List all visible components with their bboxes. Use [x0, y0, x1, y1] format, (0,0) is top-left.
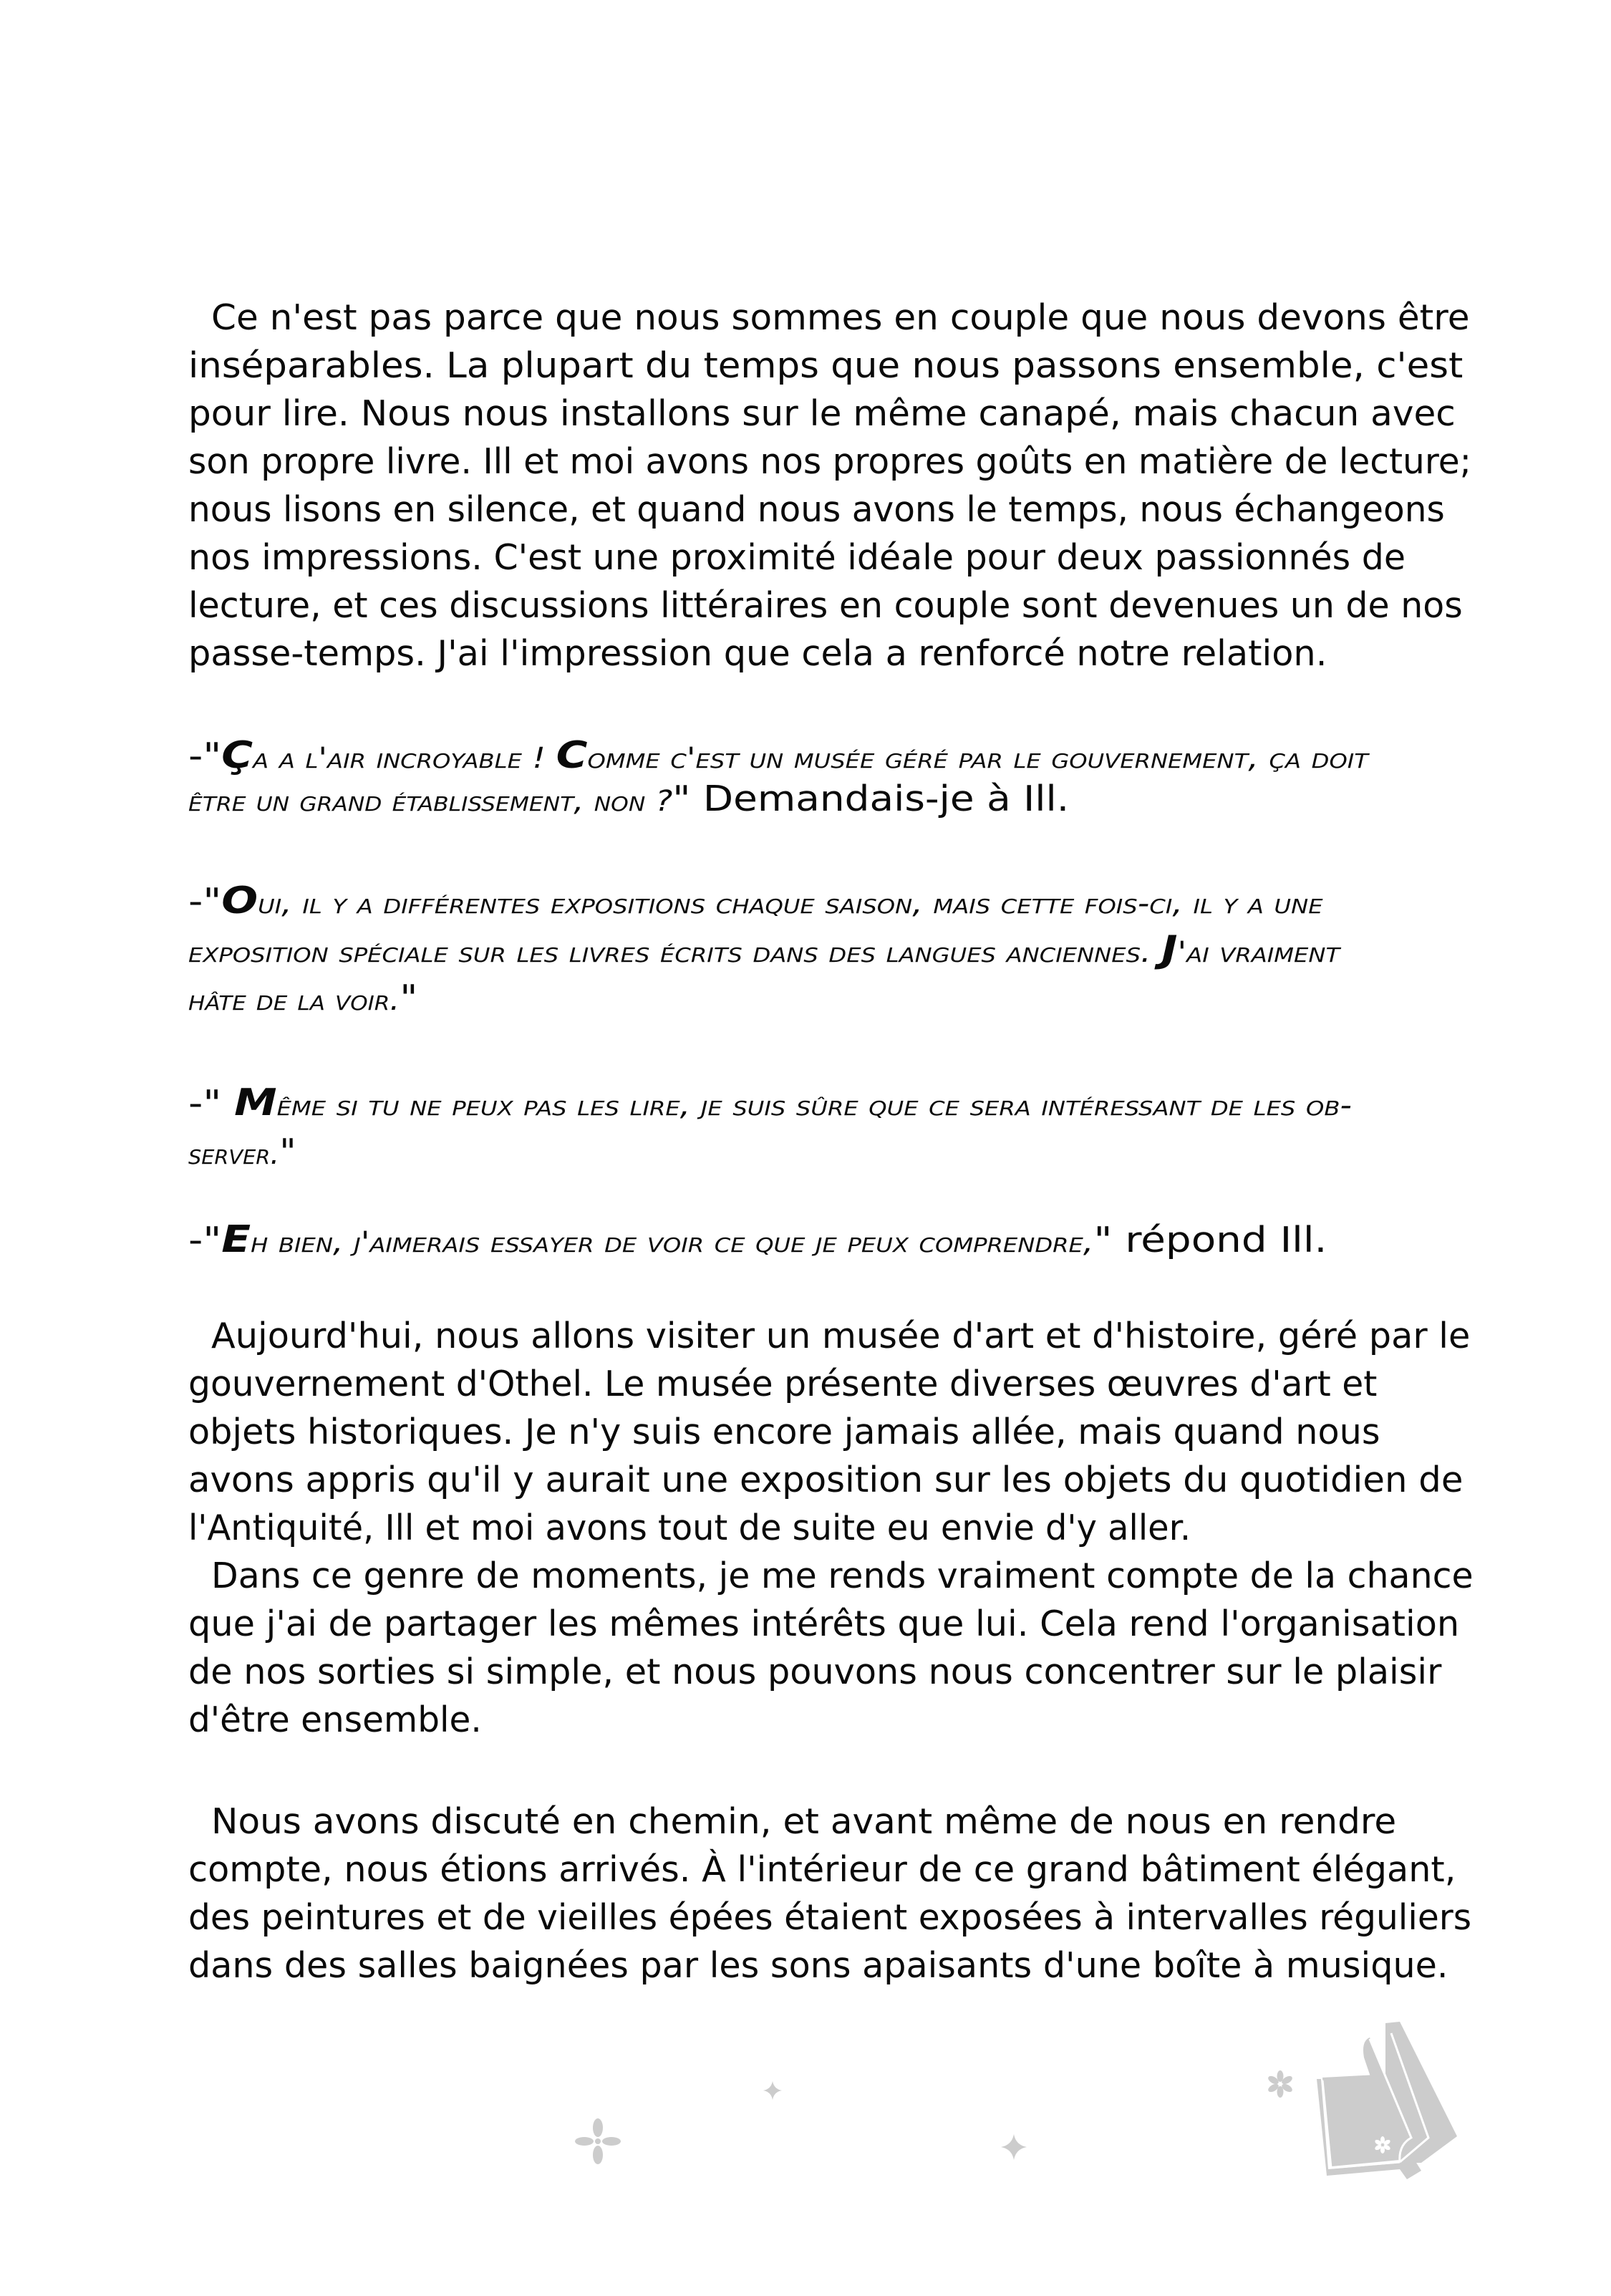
text-line: dans des salles baignées par les sons apaisants d'une boîte à musique.	[188, 1945, 1448, 1986]
dialogue-text: a a l'air incroyable !	[253, 742, 556, 775]
drop-letter: C	[556, 734, 588, 777]
flourish-icon	[573, 2116, 623, 2166]
drop-letter: J	[1161, 928, 1178, 971]
dialogue-text: server.	[188, 1138, 280, 1171]
text-line: Aujourd'hui, nous allons visiter un musée d'art et d'histoire, géré par le	[211, 1316, 1471, 1356]
text-line: gouvernement d'Othel. Le musée présente diverses œuvres d'art et	[188, 1364, 1378, 1404]
dialogue-text: être un grand établissement, non ?	[188, 785, 673, 818]
narration-text: " Demandais-je à Ill.	[672, 778, 1070, 819]
open-book-icon	[1314, 2016, 1486, 2188]
drop-letter: Ç	[221, 734, 253, 777]
text-line: compte, nous étions arrivés. À l'intérieur de ce grand bâtiment élégant,	[188, 1849, 1456, 1890]
text-line: pour lire. Nous nous installons sur le même canapé, mais chacun avec	[188, 393, 1456, 434]
text-line: des peintures et de vieilles épées étaient exposées à intervalles réguliers	[188, 1897, 1472, 1938]
closing-quote: "	[279, 1132, 296, 1172]
dialogue-line	[188, 1128, 296, 1176]
dialogue-line	[188, 732, 1368, 780]
text-line: que j'ai de partager les mêmes intérêts que lui. Cela rend l'organisation	[188, 1603, 1460, 1644]
drop-letter: O	[221, 879, 258, 922]
text-line: Ce n'est pas parce que nous sommes en couple que nous devons être	[211, 297, 1470, 338]
narration-text: " répond Ill.	[1093, 1220, 1327, 1260]
dialogue-text: 'ai vraiment	[1177, 936, 1340, 969]
text-line: d'être ensemble.	[188, 1699, 482, 1740]
dialogue-line	[188, 974, 417, 1022]
dialogue-text: ême si tu ne peux pas les lire, je suis sûre que ce sera intéressant de les ob-	[276, 1089, 1353, 1122]
text-line: de nos sorties si simple, et nous pouvons nous concentrer sur le plaisir	[188, 1651, 1442, 1692]
dialogue-dash: -"	[188, 735, 222, 776]
dialogue-dash: -"	[188, 881, 222, 922]
dialogue-dash: -"	[188, 1083, 235, 1124]
text-line: passe-temps. J'ai l'impression que cela a renforcé notre relation.	[188, 633, 1327, 674]
text-line: l'Antiquité, Ill et moi avons tout de suite eu envie d'y aller.	[188, 1508, 1191, 1548]
closing-quote: "	[400, 978, 418, 1018]
text-line: nous lisons en silence, et quand nous avons le temps, nous échangeons	[188, 489, 1445, 530]
asterisk-flower-icon	[1266, 2070, 1295, 2098]
text-line: objets historiques. Je n'y suis encore jamais allée, mais quand nous	[188, 1412, 1380, 1452]
dialogue-text: ui, il y a différentes expositions chaque saison, mais cette fois-ci, il y a une	[258, 887, 1323, 920]
dialogue-text: hâte de la voir.	[188, 984, 400, 1017]
text-line: nos impressions. C'est une proximité idéale pour deux passionnés de	[188, 537, 1406, 578]
text-line: Nous avons discuté en chemin, et avant même de nous en rendre	[211, 1801, 1397, 1842]
drop-letter: E	[221, 1218, 251, 1261]
text-line: Dans ce genre de moments, je me rends vraiment compte de la chance	[211, 1555, 1474, 1596]
text-line: son propre livre. Ill et moi avons nos propres goûts en matière de lecture;	[188, 441, 1472, 482]
dialogue-line	[188, 1079, 1352, 1127]
text-line: inséparables. La plupart du temps que nous passons ensemble, c'est	[188, 345, 1464, 386]
dialogue-text: omme c'est un musée géré par le gouvernement, ça doit	[587, 742, 1368, 775]
text-line: avons appris qu'il y aurait une exposition sur les objets du quotidien de	[188, 1460, 1464, 1500]
text-line: lecture, et ces discussions littéraires en couple sont devenues un de nos	[188, 585, 1463, 626]
sparkle-icon	[763, 2081, 782, 2100]
dialogue-line	[188, 877, 1323, 925]
dialogue-text: exposition spéciale sur les livres écrits dans des langues anciennes.	[188, 936, 1162, 969]
dialogue-dash: -"	[188, 1220, 222, 1260]
dialogue-line	[188, 926, 1340, 974]
dialogue-text: h bien, j'aimerais essayer de voir ce que je peux comprendre,	[251, 1226, 1094, 1259]
drop-letter: M	[234, 1081, 277, 1124]
dialogue-line	[188, 775, 1069, 823]
dialogue-line	[188, 1216, 1327, 1264]
sparkle-icon	[1001, 2134, 1027, 2160]
